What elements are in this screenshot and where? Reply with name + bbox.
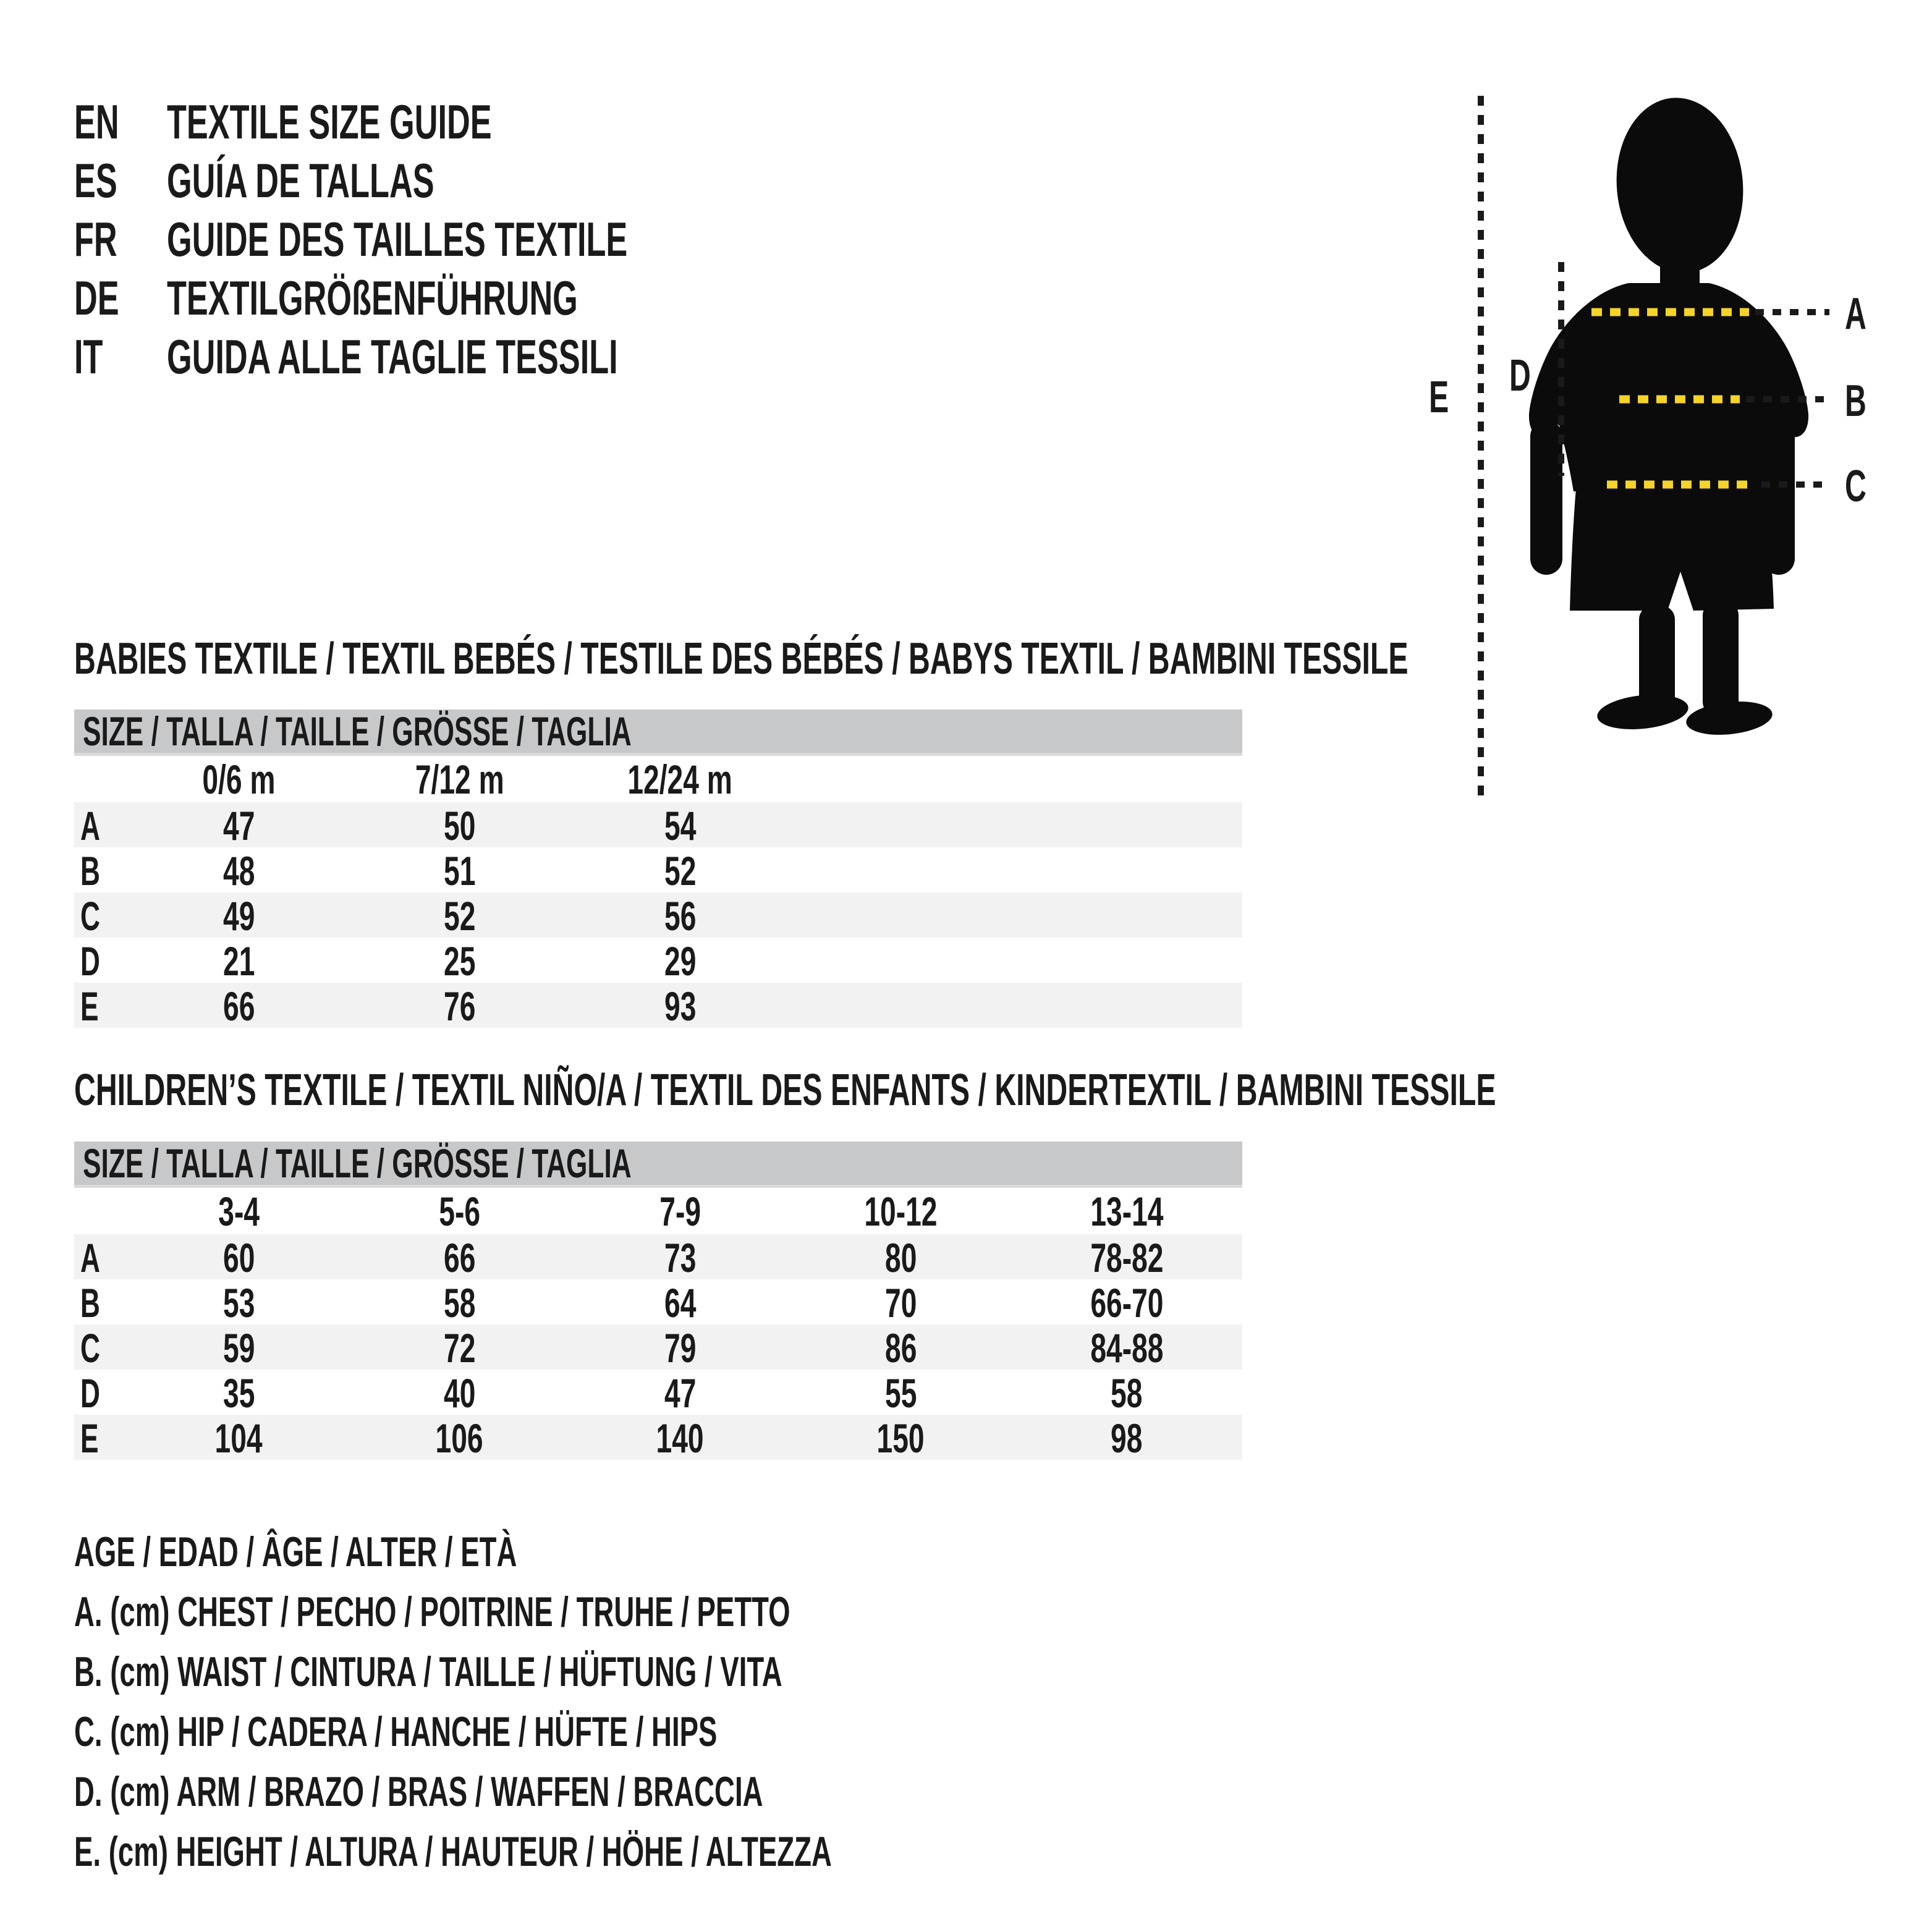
legend-text: B. (cm) WAIST / CINTURA / TAILLE / HÜFTUNG / VITA [74,1648,782,1695]
guide-title: GUIDE DES TAILLES TEXTILE [167,212,628,266]
cell-value: 80 [884,1235,917,1281]
language-code [74,329,167,385]
language-title-list [74,93,854,386]
table-cell [349,1324,570,1371]
table-cell [129,1279,349,1326]
cell-value: 56 [664,893,697,939]
cell-value: 21 [222,938,255,984]
legend-text: D. (cm) ARM / BRAZO / BRAS / WAFFEN / BRACCIA [74,1768,763,1815]
babies-column-header-row [74,756,1242,802]
table-cell [129,938,349,985]
cell-value: 58 [1111,1370,1143,1416]
row-label [74,1415,129,1462]
row-label [74,847,129,894]
table-cell [129,892,349,939]
cell-value: 66-70 [1090,1280,1164,1326]
figure-label-hip [1845,464,1877,509]
cell-value: 79 [664,1325,697,1371]
babies-size-header-text: SIZE / TALLA / TAILLE / GRÖSSE / TAGLIA [83,708,632,754]
row-label-text: C [80,893,100,939]
legend-line-chest [74,1582,1205,1642]
list-item [74,269,854,328]
cell-value: 55 [884,1370,917,1416]
column-header-text: 3-4 [218,1188,260,1234]
row-label-text: E [80,983,99,1029]
figure-label-height [1429,375,1459,420]
table-cell [790,1415,1011,1462]
column-header-text: 0/6 m [202,756,276,802]
table-cell [129,1415,349,1462]
cell-value: 59 [222,1325,255,1371]
measurement-legend [74,1522,1205,1881]
cell-value: 98 [1111,1415,1143,1461]
language-code-text: IT [74,329,103,384]
table-cell [1011,1370,1242,1417]
table-cell [349,1370,570,1417]
cell-value: 51 [443,848,476,894]
row-label-text: B [80,848,100,894]
language-code [74,153,167,209]
label-c-text: C [1845,462,1866,511]
cell-value: 106 [435,1415,484,1461]
table-row [74,1279,1242,1324]
table-cell [570,1324,790,1371]
column-header-text: 10-12 [864,1188,938,1234]
figure-label-arm [1509,351,1541,400]
table-cell [570,1415,790,1462]
cell-value: 70 [884,1280,917,1326]
table-cell [570,938,790,985]
column-header [129,756,349,803]
column-header-text: 12/24 m [627,756,733,802]
table-cell [570,847,790,894]
language-code-text: DE [74,271,119,325]
table-cell [349,1234,570,1281]
table-cell [129,847,349,894]
cell-value: 66 [443,1235,476,1281]
cell-value: 52 [664,848,697,894]
babies-title-text: BABIES TEXTILE / TEXTIL BEBÉS / TESTILE DES BÉBÉS / BABYS TEXTIL / BAMBINI TESSILE [74,634,1409,684]
language-code-text: ES [74,153,117,208]
babies-size-header-bar [74,710,1242,753]
legend-text: A. (cm) CHEST / PECHO / POITRINE / TRUHE / PETTO [74,1588,790,1635]
table-cell [570,802,790,849]
label-e-text: E [1429,373,1449,422]
cell-value: 48 [222,848,255,894]
table-row [74,1324,1242,1370]
row-label [74,983,129,1030]
children-size-header-bar [74,1142,1242,1185]
column-header [349,1188,570,1235]
guide-title: TEXTILE SIZE GUIDE [167,95,492,149]
table-cell [1011,1234,1242,1281]
cell-value: 86 [884,1325,917,1371]
children-column-header-row [74,1188,1242,1234]
row-label-text: C [80,1325,100,1371]
table-cell [570,983,790,1030]
legend-line-arm [74,1761,1205,1821]
table-cell [570,1234,790,1281]
table-cell [129,983,349,1030]
column-header-text: 13-14 [1090,1188,1164,1234]
table-cell [790,1324,1011,1371]
table-cell [349,802,570,849]
label-b-text: B [1845,376,1866,426]
table-cell [790,1279,1011,1326]
cell-value: 52 [443,893,476,939]
table-cell [129,1324,349,1371]
cell-value: 104 [214,1415,263,1461]
table-row [74,892,1242,938]
cell-value: 72 [443,1325,476,1371]
cell-value: 84-88 [1090,1325,1164,1371]
table-cell [349,847,570,894]
row-label [74,1370,129,1417]
row-label-text: E [80,1415,99,1461]
list-item [74,151,854,210]
row-label-text: D [80,1370,100,1416]
cell-value: 49 [222,893,255,939]
row-label [74,1279,129,1326]
row-label-text: D [80,938,100,984]
guide-title: TEXTILGRÖßENFÜHRUNG [167,271,578,325]
children-size-header-text: SIZE / TALLA / TAILLE / GRÖSSE / TAGLIA [83,1140,632,1186]
cell-value: 60 [222,1235,255,1281]
babies-size-table [74,710,1242,1028]
table-row [74,1234,1242,1279]
column-header [790,1188,1011,1235]
cell-value: 76 [443,983,476,1029]
table-cell [1011,1324,1242,1371]
label-a-text: A [1845,289,1866,339]
children-title-text: CHILDREN’S TEXTILE / TEXTIL NIÑO/A / TEXTIL DES ENFANTS / KINDERTEXTIL / BAMBINI TESSILE [74,1066,1496,1115]
legend-line-height [74,1821,1205,1881]
cell-value: 58 [443,1280,476,1326]
table-cell [349,983,570,1030]
row-label-text: A [80,803,100,849]
column-header [349,756,570,803]
list-item [74,93,854,151]
cell-value: 93 [664,983,697,1029]
cell-value: 140 [656,1415,705,1461]
measurement-lines [1421,74,1932,834]
column-header [570,1188,790,1235]
row-label [74,802,129,849]
row-label [74,1234,129,1281]
cell-value: 29 [664,938,697,984]
table-cell [129,1370,349,1417]
cell-value: 25 [443,938,476,984]
children-section-title [74,1066,1932,1115]
legend-line-hip [74,1701,1205,1761]
table-row [74,938,1242,983]
cell-value: 47 [664,1370,697,1416]
language-code [74,94,167,150]
table-row [74,983,1242,1028]
babies-section-title [74,634,1932,684]
table-row [74,1370,1242,1415]
table-cell [129,1234,349,1281]
cell-value: 53 [222,1280,255,1326]
table-row [74,1415,1242,1460]
table-row [74,847,1242,892]
language-code [74,270,167,326]
legend-line-age [74,1522,1205,1582]
guide-title: GUIDA ALLE TAGLIE TESSILI [167,329,618,384]
cell-value: 78-82 [1090,1235,1164,1281]
list-item [74,328,854,386]
column-header [129,1188,349,1235]
table-cell [570,1279,790,1326]
table-cell [349,1415,570,1462]
guide-title: GUÍA DE TALLAS [167,153,434,208]
table-row [74,802,1242,847]
list-item [74,210,854,269]
cell-value: 47 [222,803,255,849]
column-header-text: 5-6 [439,1188,480,1234]
column-header [570,756,790,803]
legend-text: C. (cm) HIP / CADERA / HANCHE / HÜFTE / HIPS [74,1708,718,1755]
table-cell [349,938,570,985]
column-header-text: 7-9 [659,1188,701,1234]
figure-label-chest [1845,289,1877,339]
row-label [74,892,129,939]
row-label [74,1324,129,1371]
language-code-text: FR [74,212,117,266]
table-cell [349,892,570,939]
figure-label-waist [1845,376,1877,426]
table-cell [349,1279,570,1326]
legend-line-waist [74,1642,1205,1701]
row-label [74,938,129,985]
table-cell [790,1234,1011,1281]
table-cell [570,892,790,939]
cell-value: 64 [664,1280,697,1326]
table-cell [790,1370,1011,1417]
cell-value: 73 [664,1235,697,1281]
children-size-table [74,1142,1242,1460]
table-cell [570,1370,790,1417]
table-cell [129,802,349,849]
cell-value: 50 [443,803,476,849]
row-label-text: B [80,1280,100,1326]
cell-value: 40 [443,1370,476,1416]
table-cell [1011,1279,1242,1326]
legend-text: AGE / EDAD / ÂGE / ALTER / ETÀ [74,1528,517,1575]
language-code [74,211,167,268]
label-d-text: D [1509,351,1531,400]
column-header-text: 7/12 m [415,756,504,802]
legend-text: E. (cm) HEIGHT / ALTURA / HAUTEUR / HÖHE / ALTEZZA [74,1828,832,1875]
cell-value: 54 [664,803,697,849]
cell-value: 150 [876,1415,925,1461]
table-cell [1011,1415,1242,1462]
cell-value: 66 [222,983,255,1029]
language-code-text: EN [74,95,119,149]
column-header [1011,1188,1242,1235]
cell-value: 35 [222,1370,255,1416]
row-label-text: A [80,1235,100,1281]
